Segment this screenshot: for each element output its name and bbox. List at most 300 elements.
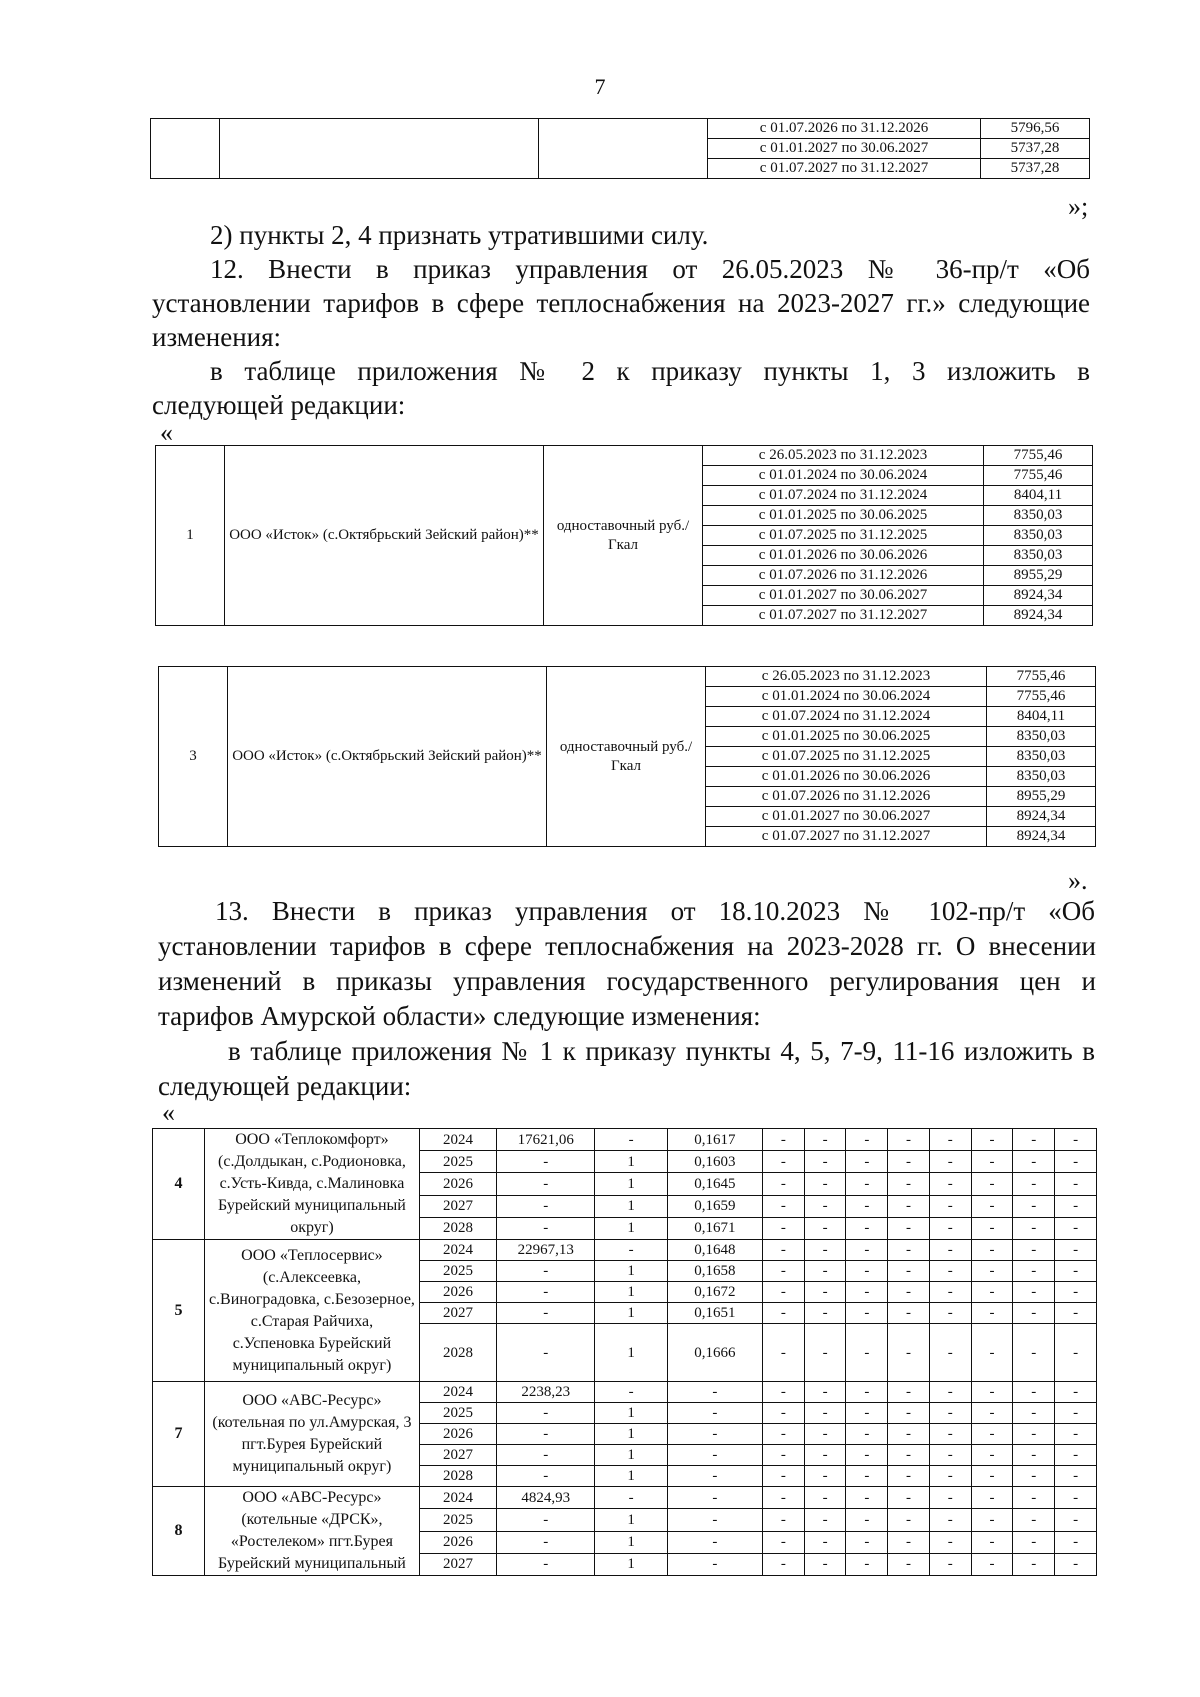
value-cell: - (667, 1403, 762, 1424)
dash-cell: - (929, 1531, 971, 1553)
value-cell: 1 (595, 1261, 667, 1282)
value-cell: - (595, 1240, 667, 1261)
value-cell: 1 (595, 1282, 667, 1303)
dash-cell: - (971, 1424, 1013, 1445)
dash-cell: - (1055, 1531, 1097, 1553)
value-cell: - (497, 1282, 595, 1303)
value-cell: 0,1617 (667, 1129, 762, 1151)
year-cell: 2028 (419, 1217, 496, 1239)
table-row (153, 1240, 1097, 1261)
open-quote: « (160, 418, 173, 447)
value-cell: - (595, 1487, 667, 1509)
dash-cell: - (929, 1509, 971, 1531)
period-cell: с 01.07.2024 по 31.12.2024 (706, 707, 987, 727)
dash-cell: - (762, 1466, 804, 1487)
dash-cell: - (804, 1324, 846, 1382)
dash-cell: - (846, 1382, 888, 1403)
period-cell: с 01.01.2024 по 30.06.2024 (706, 687, 987, 707)
table-row (153, 1129, 1097, 1151)
dash-cell: - (1013, 1151, 1055, 1173)
value-cell: - (497, 1303, 595, 1324)
dash-cell: - (1055, 1553, 1097, 1575)
year-cell: 2027 (419, 1553, 496, 1575)
paragraph-13-line: установлении тарифов в сфере теплоснабжения на 2023-2028 гг. О внесении (158, 931, 1096, 961)
value-cell: - (497, 1217, 595, 1239)
dash-cell: - (1013, 1303, 1055, 1324)
dash-cell: - (929, 1129, 971, 1151)
dash-cell: - (971, 1403, 1013, 1424)
dash-cell: - (762, 1303, 804, 1324)
dash-cell: - (929, 1466, 971, 1487)
value-cell: 8924,34 (987, 827, 1096, 847)
dash-cell: - (888, 1217, 930, 1239)
value-cell: - (497, 1424, 595, 1445)
year-cell: 2028 (419, 1466, 496, 1487)
dash-cell: - (971, 1151, 1013, 1173)
dash-cell: - (1055, 1424, 1097, 1445)
value-cell: 1 (595, 1531, 667, 1553)
value-cell: 8955,29 (987, 787, 1096, 807)
dash-cell: - (971, 1324, 1013, 1382)
dash-cell: - (762, 1195, 804, 1217)
row-number: 4 (153, 1129, 205, 1240)
dash-cell: - (888, 1261, 930, 1282)
row-number: 3 (159, 667, 228, 847)
dash-cell: - (929, 1217, 971, 1239)
period-cell: с 01.07.2025 по 31.12.2025 (703, 526, 984, 546)
dash-cell: - (846, 1466, 888, 1487)
value-cell: 0,1672 (667, 1282, 762, 1303)
dash-cell: - (888, 1282, 930, 1303)
table-row (153, 1487, 1097, 1509)
period-cell: с 01.07.2026 по 31.12.2026 (708, 119, 981, 139)
paragraph-12-line: 12. Внести в приказ управления от 26.05.2023 № 36-пр/т «Об (210, 254, 1090, 284)
organization-cell: ООО «Исток» (с.Октябрьский Зейский район)** (225, 446, 544, 626)
value-cell: - (497, 1324, 595, 1382)
period-cell: с 01.01.2025 по 30.06.2025 (706, 727, 987, 747)
value-cell: 5796,56 (981, 119, 1090, 139)
dash-cell: - (762, 1531, 804, 1553)
dash-cell: - (846, 1403, 888, 1424)
value-cell: 0,1651 (667, 1303, 762, 1324)
row-number: 1 (156, 446, 225, 626)
dash-cell: - (929, 1282, 971, 1303)
value-cell: 1 (595, 1173, 667, 1195)
year-cell: 2024 (419, 1382, 496, 1403)
dash-cell: - (804, 1553, 846, 1575)
dash-cell: - (1055, 1324, 1097, 1382)
dash-cell: - (888, 1173, 930, 1195)
close-quote: »; (1068, 192, 1089, 221)
dash-cell: - (1013, 1129, 1055, 1151)
dash-cell: - (846, 1509, 888, 1531)
dash-cell: - (1055, 1382, 1097, 1403)
dash-cell: - (804, 1261, 846, 1282)
dash-cell: - (1055, 1261, 1097, 1282)
dash-cell: - (929, 1303, 971, 1324)
dash-cell: - (804, 1129, 846, 1151)
dash-cell: - (888, 1240, 930, 1261)
dash-cell: - (1055, 1509, 1097, 1531)
dash-cell: - (929, 1445, 971, 1466)
organization-cell: ООО «АВС-Ресурс» (котельная по ул.Амурская, 3 пгт.Бурея Бурейский муниципальный округ) (204, 1382, 419, 1487)
empty-cell (220, 119, 539, 179)
dash-cell: - (888, 1466, 930, 1487)
value-cell: 8924,34 (984, 606, 1093, 626)
dash-cell: - (1055, 1466, 1097, 1487)
dash-cell: - (971, 1487, 1013, 1509)
dash-cell: - (888, 1424, 930, 1445)
dash-cell: - (1013, 1424, 1055, 1445)
dash-cell: - (929, 1261, 971, 1282)
period-cell: с 01.01.2025 по 30.06.2025 (703, 506, 984, 526)
dash-cell: - (929, 1173, 971, 1195)
year-cell: 2025 (419, 1403, 496, 1424)
dash-cell: - (1055, 1303, 1097, 1324)
dash-cell: - (846, 1217, 888, 1239)
value-cell: 5737,28 (981, 159, 1090, 179)
dash-cell: - (762, 1445, 804, 1466)
value-cell: - (595, 1129, 667, 1151)
dash-cell: - (762, 1382, 804, 1403)
period-cell: с 01.01.2026 по 30.06.2026 (703, 546, 984, 566)
period-cell: с 01.01.2027 по 30.06.2027 (703, 586, 984, 606)
period-cell: с 01.07.2026 по 31.12.2026 (706, 787, 987, 807)
dash-cell: - (804, 1531, 846, 1553)
value-cell: - (667, 1553, 762, 1575)
dash-cell: - (846, 1487, 888, 1509)
dash-cell: - (971, 1261, 1013, 1282)
value-cell: 8404,11 (987, 707, 1096, 727)
value-cell: 7755,46 (987, 687, 1096, 707)
dash-cell: - (1013, 1282, 1055, 1303)
year-cell: 2027 (419, 1445, 496, 1466)
dash-cell: - (846, 1240, 888, 1261)
dash-cell: - (1013, 1173, 1055, 1195)
year-cell: 2024 (419, 1487, 496, 1509)
dash-cell: - (1055, 1403, 1097, 1424)
value-cell: 1 (595, 1445, 667, 1466)
dash-cell: - (929, 1382, 971, 1403)
dash-cell: - (971, 1173, 1013, 1195)
value-cell: - (667, 1531, 762, 1553)
value-cell: - (497, 1445, 595, 1466)
dash-cell: - (1055, 1151, 1097, 1173)
year-cell: 2027 (419, 1303, 496, 1324)
value-cell: 5737,28 (981, 139, 1090, 159)
paragraph-13b-line: в таблице приложения № 1 к приказу пункты 4, 5, 7-9, 11-16 изложить в (228, 1036, 1095, 1066)
year-cell: 2024 (419, 1129, 496, 1151)
dash-cell: - (929, 1424, 971, 1445)
value-cell: - (497, 1509, 595, 1531)
dash-cell: - (804, 1509, 846, 1531)
dash-cell: - (1055, 1282, 1097, 1303)
paragraph-13-line: изменений в приказы управления государственного регулирования цен и (158, 966, 1096, 996)
tariff-table-13 (152, 1128, 1097, 1576)
value-cell: - (497, 1151, 595, 1173)
period-cell: с 01.07.2027 по 31.12.2027 (708, 159, 981, 179)
dash-cell: - (1055, 1445, 1097, 1466)
dash-cell: - (888, 1403, 930, 1424)
dash-cell: - (929, 1487, 971, 1509)
period-cell: с 01.07.2024 по 31.12.2024 (703, 486, 984, 506)
dash-cell: - (971, 1217, 1013, 1239)
value-cell: 1 (595, 1324, 667, 1382)
value-cell: - (667, 1466, 762, 1487)
value-cell: 0,1666 (667, 1324, 762, 1382)
year-cell: 2024 (419, 1240, 496, 1261)
year-cell: 2026 (419, 1424, 496, 1445)
value-cell: 2238,23 (497, 1382, 595, 1403)
dash-cell: - (971, 1466, 1013, 1487)
dash-cell: - (1013, 1403, 1055, 1424)
dash-cell: - (888, 1445, 930, 1466)
value-cell: 1 (595, 1553, 667, 1575)
period-cell: с 01.01.2027 по 30.06.2027 (708, 139, 981, 159)
dash-cell: - (846, 1129, 888, 1151)
paragraph-13-line: 13. Внести в приказ управления от 18.10.2023 № 102-пр/т «Об (215, 896, 1095, 926)
paragraph-13-line: тарифов Амурской области» следующие изменения: (158, 1001, 761, 1031)
value-cell: 1 (595, 1303, 667, 1324)
value-cell: 17621,06 (497, 1129, 595, 1151)
dash-cell: - (762, 1324, 804, 1382)
dash-cell: - (1013, 1261, 1055, 1282)
dash-cell: - (846, 1531, 888, 1553)
value-cell: 1 (595, 1151, 667, 1173)
dash-cell: - (888, 1382, 930, 1403)
value-cell: 0,1671 (667, 1217, 762, 1239)
year-cell: 2026 (419, 1282, 496, 1303)
dash-cell: - (971, 1531, 1013, 1553)
dash-cell: - (762, 1424, 804, 1445)
value-cell: - (667, 1382, 762, 1403)
organization-cell: ООО «Исток» (с.Октябрьский Зейский район)** (228, 667, 547, 847)
value-cell: 8350,03 (987, 767, 1096, 787)
value-cell: 8924,34 (984, 586, 1093, 606)
dash-cell: - (804, 1282, 846, 1303)
dash-cell: - (804, 1240, 846, 1261)
year-cell: 2025 (419, 1509, 496, 1531)
dash-cell: - (1013, 1466, 1055, 1487)
dash-cell: - (846, 1195, 888, 1217)
dash-cell: - (804, 1151, 846, 1173)
value-cell: 8350,03 (984, 506, 1093, 526)
dash-cell: - (1055, 1217, 1097, 1239)
dash-cell: - (846, 1553, 888, 1575)
dash-cell: - (929, 1195, 971, 1217)
empty-cell (151, 119, 220, 179)
row-number: 7 (153, 1382, 205, 1487)
dash-cell: - (762, 1487, 804, 1509)
value-cell: 8350,03 (984, 546, 1093, 566)
dash-cell: - (888, 1129, 930, 1151)
period-cell: с 01.07.2027 по 31.12.2027 (703, 606, 984, 626)
tariff-type-cell: одноставочный руб./Гкал (544, 446, 703, 626)
dash-cell: - (888, 1195, 930, 1217)
dash-cell: - (762, 1217, 804, 1239)
value-cell: 1 (595, 1195, 667, 1217)
dash-cell: - (1013, 1240, 1055, 1261)
dash-cell: - (762, 1282, 804, 1303)
paragraph-12-line: изменения: (152, 322, 282, 352)
dash-cell: - (804, 1303, 846, 1324)
dash-cell: - (1055, 1240, 1097, 1261)
value-cell: - (667, 1487, 762, 1509)
open-quote: « (162, 1098, 175, 1127)
value-cell: 0,1645 (667, 1173, 762, 1195)
close-quote: ». (1068, 866, 1088, 895)
dash-cell: - (804, 1195, 846, 1217)
dash-cell: - (804, 1424, 846, 1445)
dash-cell: - (888, 1303, 930, 1324)
dash-cell: - (804, 1445, 846, 1466)
dash-cell: - (888, 1553, 930, 1575)
value-cell: - (497, 1403, 595, 1424)
value-cell: 1 (595, 1509, 667, 1531)
value-cell: 22967,13 (497, 1240, 595, 1261)
value-cell: 0,1658 (667, 1261, 762, 1282)
year-cell: 2025 (419, 1261, 496, 1282)
value-cell: 0,1603 (667, 1151, 762, 1173)
tariff-type-cell: одноставочный руб./Гкал (547, 667, 706, 847)
organization-cell: ООО «Теплосервис» (с.Алексеевка, с.Виноградовка, с.Безозерное, с.Старая Райчиха, с.Успеновка Бурейский муниципальный округ) (204, 1240, 419, 1382)
dash-cell: - (762, 1129, 804, 1151)
value-cell: - (497, 1195, 595, 1217)
value-cell: - (497, 1466, 595, 1487)
paragraph-12-line: установлении тарифов в сфере теплоснабжения на 2023-2027 гг.» следующие (152, 288, 1090, 318)
dash-cell: - (971, 1303, 1013, 1324)
dash-cell: - (762, 1553, 804, 1575)
dash-cell: - (804, 1173, 846, 1195)
value-cell: 1 (595, 1424, 667, 1445)
empty-cell (539, 119, 708, 179)
dash-cell: - (929, 1151, 971, 1173)
dash-cell: - (971, 1509, 1013, 1531)
tariff-table-item-3 (158, 666, 1096, 847)
dash-cell: - (929, 1403, 971, 1424)
value-cell: - (667, 1509, 762, 1531)
dash-cell: - (971, 1382, 1013, 1403)
period-cell: с 01.07.2026 по 31.12.2026 (703, 566, 984, 586)
dash-cell: - (1013, 1445, 1055, 1466)
value-cell: 1 (595, 1466, 667, 1487)
dash-cell: - (846, 1324, 888, 1382)
value-cell: 7755,46 (984, 446, 1093, 466)
value-cell: 0,1659 (667, 1195, 762, 1217)
dash-cell: - (971, 1240, 1013, 1261)
dash-cell: - (1013, 1553, 1055, 1575)
value-cell: 8924,34 (987, 807, 1096, 827)
dash-cell: - (846, 1261, 888, 1282)
dash-cell: - (1055, 1129, 1097, 1151)
row-number: 5 (153, 1240, 205, 1382)
period-cell: с 01.07.2025 по 31.12.2025 (706, 747, 987, 767)
table-row (153, 1382, 1097, 1403)
value-cell: - (497, 1531, 595, 1553)
value-cell: - (667, 1424, 762, 1445)
dash-cell: - (929, 1553, 971, 1575)
dash-cell: - (804, 1382, 846, 1403)
dash-cell: - (846, 1303, 888, 1324)
dash-cell: - (846, 1173, 888, 1195)
dash-cell: - (929, 1324, 971, 1382)
paragraph-item-2: 2) пункты 2, 4 признать утратившими силу. (210, 220, 709, 250)
period-cell: с 26.05.2023 по 31.12.2023 (706, 667, 987, 687)
year-cell: 2026 (419, 1173, 496, 1195)
dash-cell: - (804, 1466, 846, 1487)
dash-cell: - (888, 1531, 930, 1553)
dash-cell: - (1013, 1487, 1055, 1509)
tariff-table-item-1 (155, 445, 1093, 626)
dash-cell: - (762, 1151, 804, 1173)
value-cell: 8350,03 (987, 747, 1096, 767)
dash-cell: - (762, 1261, 804, 1282)
dash-cell: - (804, 1487, 846, 1509)
period-cell: с 01.01.2024 по 30.06.2024 (703, 466, 984, 486)
period-cell: с 01.01.2026 по 30.06.2026 (706, 767, 987, 787)
dash-cell: - (846, 1445, 888, 1466)
value-cell: 7755,46 (987, 667, 1096, 687)
period-cell: с 01.01.2027 по 30.06.2027 (706, 807, 987, 827)
value-cell: 8955,29 (984, 566, 1093, 586)
dash-cell: - (971, 1445, 1013, 1466)
dash-cell: - (1013, 1531, 1055, 1553)
organization-cell: ООО «АВС-Ресурс» (котельные «ДРСК», «Ростелеком» пгт.Бурея Бурейский муниципальный (204, 1487, 419, 1576)
value-cell: 8350,03 (987, 727, 1096, 747)
dash-cell: - (1013, 1324, 1055, 1382)
value-cell: 8404,11 (984, 486, 1093, 506)
dash-cell: - (888, 1151, 930, 1173)
value-cell: - (497, 1261, 595, 1282)
value-cell: 0,1648 (667, 1240, 762, 1261)
dash-cell: - (846, 1151, 888, 1173)
dash-cell: - (762, 1509, 804, 1531)
dash-cell: - (1013, 1217, 1055, 1239)
dash-cell: - (762, 1403, 804, 1424)
organization-cell: ООО «Теплокомфорт» (с.Долдыкан, с.Родионовка, с.Усть-Кивда, с.Малиновка Бурейский муниципальный округ) (204, 1129, 419, 1240)
value-cell: - (497, 1173, 595, 1195)
dash-cell: - (1055, 1173, 1097, 1195)
dash-cell: - (762, 1173, 804, 1195)
dash-cell: - (1055, 1487, 1097, 1509)
value-cell: 1 (595, 1403, 667, 1424)
value-cell: 4824,93 (497, 1487, 595, 1509)
year-cell: 2025 (419, 1151, 496, 1173)
year-cell: 2026 (419, 1531, 496, 1553)
dash-cell: - (971, 1129, 1013, 1151)
dash-cell: - (1013, 1509, 1055, 1531)
dash-cell: - (1013, 1195, 1055, 1217)
dash-cell: - (1055, 1195, 1097, 1217)
top-continuation-table (150, 118, 1090, 179)
value-cell: - (595, 1382, 667, 1403)
period-cell: с 26.05.2023 по 31.12.2023 (703, 446, 984, 466)
paragraph-13b-line: следующей редакции: (158, 1071, 412, 1101)
dash-cell: - (846, 1424, 888, 1445)
year-cell: 2027 (419, 1195, 496, 1217)
dash-cell: - (971, 1282, 1013, 1303)
dash-cell: - (929, 1240, 971, 1261)
dash-cell: - (804, 1217, 846, 1239)
value-cell: - (497, 1553, 595, 1575)
paragraph-12b-line: в таблице приложения № 2 к приказу пункты 1, 3 изложить в (210, 356, 1090, 386)
value-cell: 1 (595, 1217, 667, 1239)
page-number: 7 (594, 74, 606, 99)
dash-cell: - (1013, 1382, 1055, 1403)
dash-cell: - (888, 1487, 930, 1509)
paragraph-12b-line: следующей редакции: (152, 390, 406, 420)
dash-cell: - (971, 1553, 1013, 1575)
